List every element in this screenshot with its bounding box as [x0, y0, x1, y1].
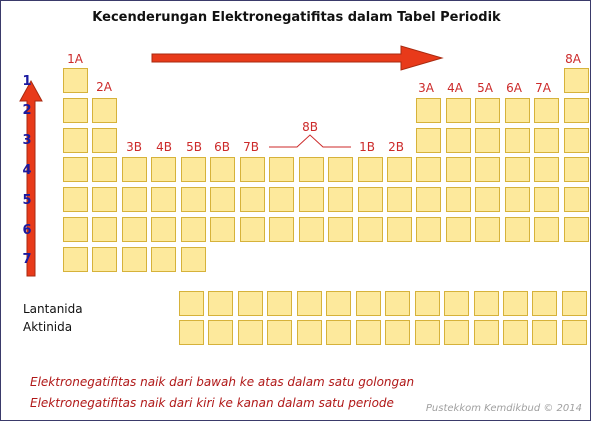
group-label-5a: 5A — [477, 81, 493, 95]
element-cell — [269, 217, 294, 242]
group-label-3b: 3B — [126, 140, 142, 154]
element-cell — [181, 187, 206, 212]
element-cell — [505, 217, 530, 242]
actinide-cell — [208, 320, 233, 345]
period-label-2: 2 — [22, 103, 32, 118]
element-cell — [92, 187, 117, 212]
period-label-7: 7 — [22, 252, 32, 267]
element-cell — [534, 187, 559, 212]
element-cell — [446, 217, 471, 242]
element-cell — [63, 98, 88, 123]
element-cell — [475, 157, 500, 182]
group-label-6a: 6A — [506, 81, 522, 95]
element-cell — [534, 98, 559, 123]
left-to-right-arrow — [152, 46, 442, 70]
element-cell — [328, 157, 353, 182]
actinide-cell — [444, 320, 469, 345]
actinide-cell — [474, 320, 499, 345]
element-cell — [122, 247, 147, 272]
actinide-cell — [562, 320, 587, 345]
element-cell — [534, 157, 559, 182]
element-cell — [299, 187, 324, 212]
lanthanide-cell — [474, 291, 499, 316]
element-cell — [63, 187, 88, 212]
lanthanide-cell — [532, 291, 557, 316]
element-cell — [181, 247, 206, 272]
group-label-1b: 1B — [359, 140, 375, 154]
element-cell — [122, 187, 147, 212]
element-cell — [63, 157, 88, 182]
group-label-6b: 6B — [214, 140, 230, 154]
element-cell — [446, 128, 471, 153]
lanthanide-cell — [208, 291, 233, 316]
credit-text: Pustekkom Kemdikbud © 2014 — [425, 403, 582, 414]
element-cell — [505, 157, 530, 182]
element-cell — [534, 128, 559, 153]
actinide-cell — [415, 320, 440, 345]
element-cell — [151, 247, 176, 272]
period-label-5: 5 — [22, 193, 32, 208]
actinide-cell — [267, 320, 292, 345]
element-cell — [564, 187, 589, 212]
element-cell — [151, 157, 176, 182]
element-cell — [505, 128, 530, 153]
element-cell — [210, 217, 235, 242]
element-cell — [63, 247, 88, 272]
actinide-cell — [532, 320, 557, 345]
period-label-3: 3 — [22, 133, 32, 148]
period-trend-note: Elektronegatifitas naik dari kiri ke kanan dalam satu periode — [30, 396, 394, 410]
group-label-8b: 8B — [302, 120, 318, 134]
element-cell — [151, 217, 176, 242]
element-cell — [505, 187, 530, 212]
group-label-7b: 7B — [243, 140, 259, 154]
lanthanide-cell — [562, 291, 587, 316]
element-cell — [63, 128, 88, 153]
element-cell — [269, 187, 294, 212]
element-cell — [564, 128, 589, 153]
actinide-cell — [356, 320, 381, 345]
element-cell — [92, 157, 117, 182]
element-cell — [328, 187, 353, 212]
lanthanide-label: Lantanida — [23, 302, 83, 316]
element-cell — [92, 128, 117, 153]
element-cell — [358, 187, 383, 212]
element-cell — [564, 68, 589, 93]
group-label-3a: 3A — [418, 81, 434, 95]
element-cell — [92, 98, 117, 123]
group-label-4a: 4A — [447, 81, 463, 95]
element-cell — [475, 128, 500, 153]
element-cell — [240, 157, 265, 182]
element-cell — [299, 217, 324, 242]
period-label-4: 4 — [22, 163, 32, 178]
group-trend-note: Elektronegatifitas naik dari bawah ke atas dalam satu golongan — [30, 375, 415, 389]
element-cell — [358, 217, 383, 242]
element-cell — [269, 157, 294, 182]
lanthanide-cell — [326, 291, 351, 316]
element-cell — [387, 217, 412, 242]
actinide-cell — [297, 320, 322, 345]
element-cell — [122, 217, 147, 242]
element-cell — [416, 187, 441, 212]
group-label-1a: 1A — [67, 52, 83, 66]
lanthanide-cell — [238, 291, 263, 316]
element-cell — [210, 157, 235, 182]
lanthanide-cell — [503, 291, 528, 316]
group-label-7a: 7A — [535, 81, 551, 95]
element-cell — [63, 68, 88, 93]
element-cell — [416, 98, 441, 123]
element-cell — [240, 187, 265, 212]
lanthanide-cell — [415, 291, 440, 316]
element-cell — [63, 217, 88, 242]
period-label-6: 6 — [22, 223, 32, 238]
element-cell — [475, 217, 500, 242]
group-label-4b: 4B — [156, 140, 172, 154]
actinide-cell — [326, 320, 351, 345]
lanthanide-cell — [267, 291, 292, 316]
element-cell — [564, 98, 589, 123]
actinide-cell — [179, 320, 204, 345]
group-8b-bracket — [269, 135, 351, 147]
element-cell — [387, 157, 412, 182]
element-cell — [475, 98, 500, 123]
element-cell — [92, 217, 117, 242]
element-cell — [387, 187, 412, 212]
element-cell — [534, 217, 559, 242]
actinide-cell — [385, 320, 410, 345]
element-cell — [92, 247, 117, 272]
lanthanide-cell — [179, 291, 204, 316]
lanthanide-cell — [444, 291, 469, 316]
lanthanide-cell — [385, 291, 410, 316]
group-label-8a: 8A — [565, 52, 581, 66]
actinide-label: Aktinida — [23, 320, 73, 334]
element-cell — [446, 157, 471, 182]
element-cell — [446, 98, 471, 123]
group-label-5b: 5B — [186, 140, 202, 154]
actinide-cell — [238, 320, 263, 345]
element-cell — [416, 128, 441, 153]
actinide-cell — [503, 320, 528, 345]
element-cell — [181, 217, 206, 242]
group-label-2b: 2B — [388, 140, 404, 154]
period-label-1: 1 — [22, 74, 32, 89]
element-cell — [475, 187, 500, 212]
element-cell — [240, 217, 265, 242]
element-cell — [122, 157, 147, 182]
element-cell — [416, 157, 441, 182]
element-cell — [358, 157, 383, 182]
element-cell — [299, 157, 324, 182]
element-cell — [505, 98, 530, 123]
element-cell — [210, 187, 235, 212]
element-cell — [564, 157, 589, 182]
diagram-title: Kecenderungan Elektronegatifitas dalam Tabel Periodik — [92, 10, 501, 25]
element-cell — [328, 217, 353, 242]
lanthanide-cell — [297, 291, 322, 316]
element-cell — [446, 187, 471, 212]
element-cell — [564, 217, 589, 242]
lanthanide-cell — [356, 291, 381, 316]
element-cell — [416, 217, 441, 242]
element-cell — [151, 187, 176, 212]
element-cell — [181, 157, 206, 182]
group-label-2a: 2A — [96, 80, 112, 94]
